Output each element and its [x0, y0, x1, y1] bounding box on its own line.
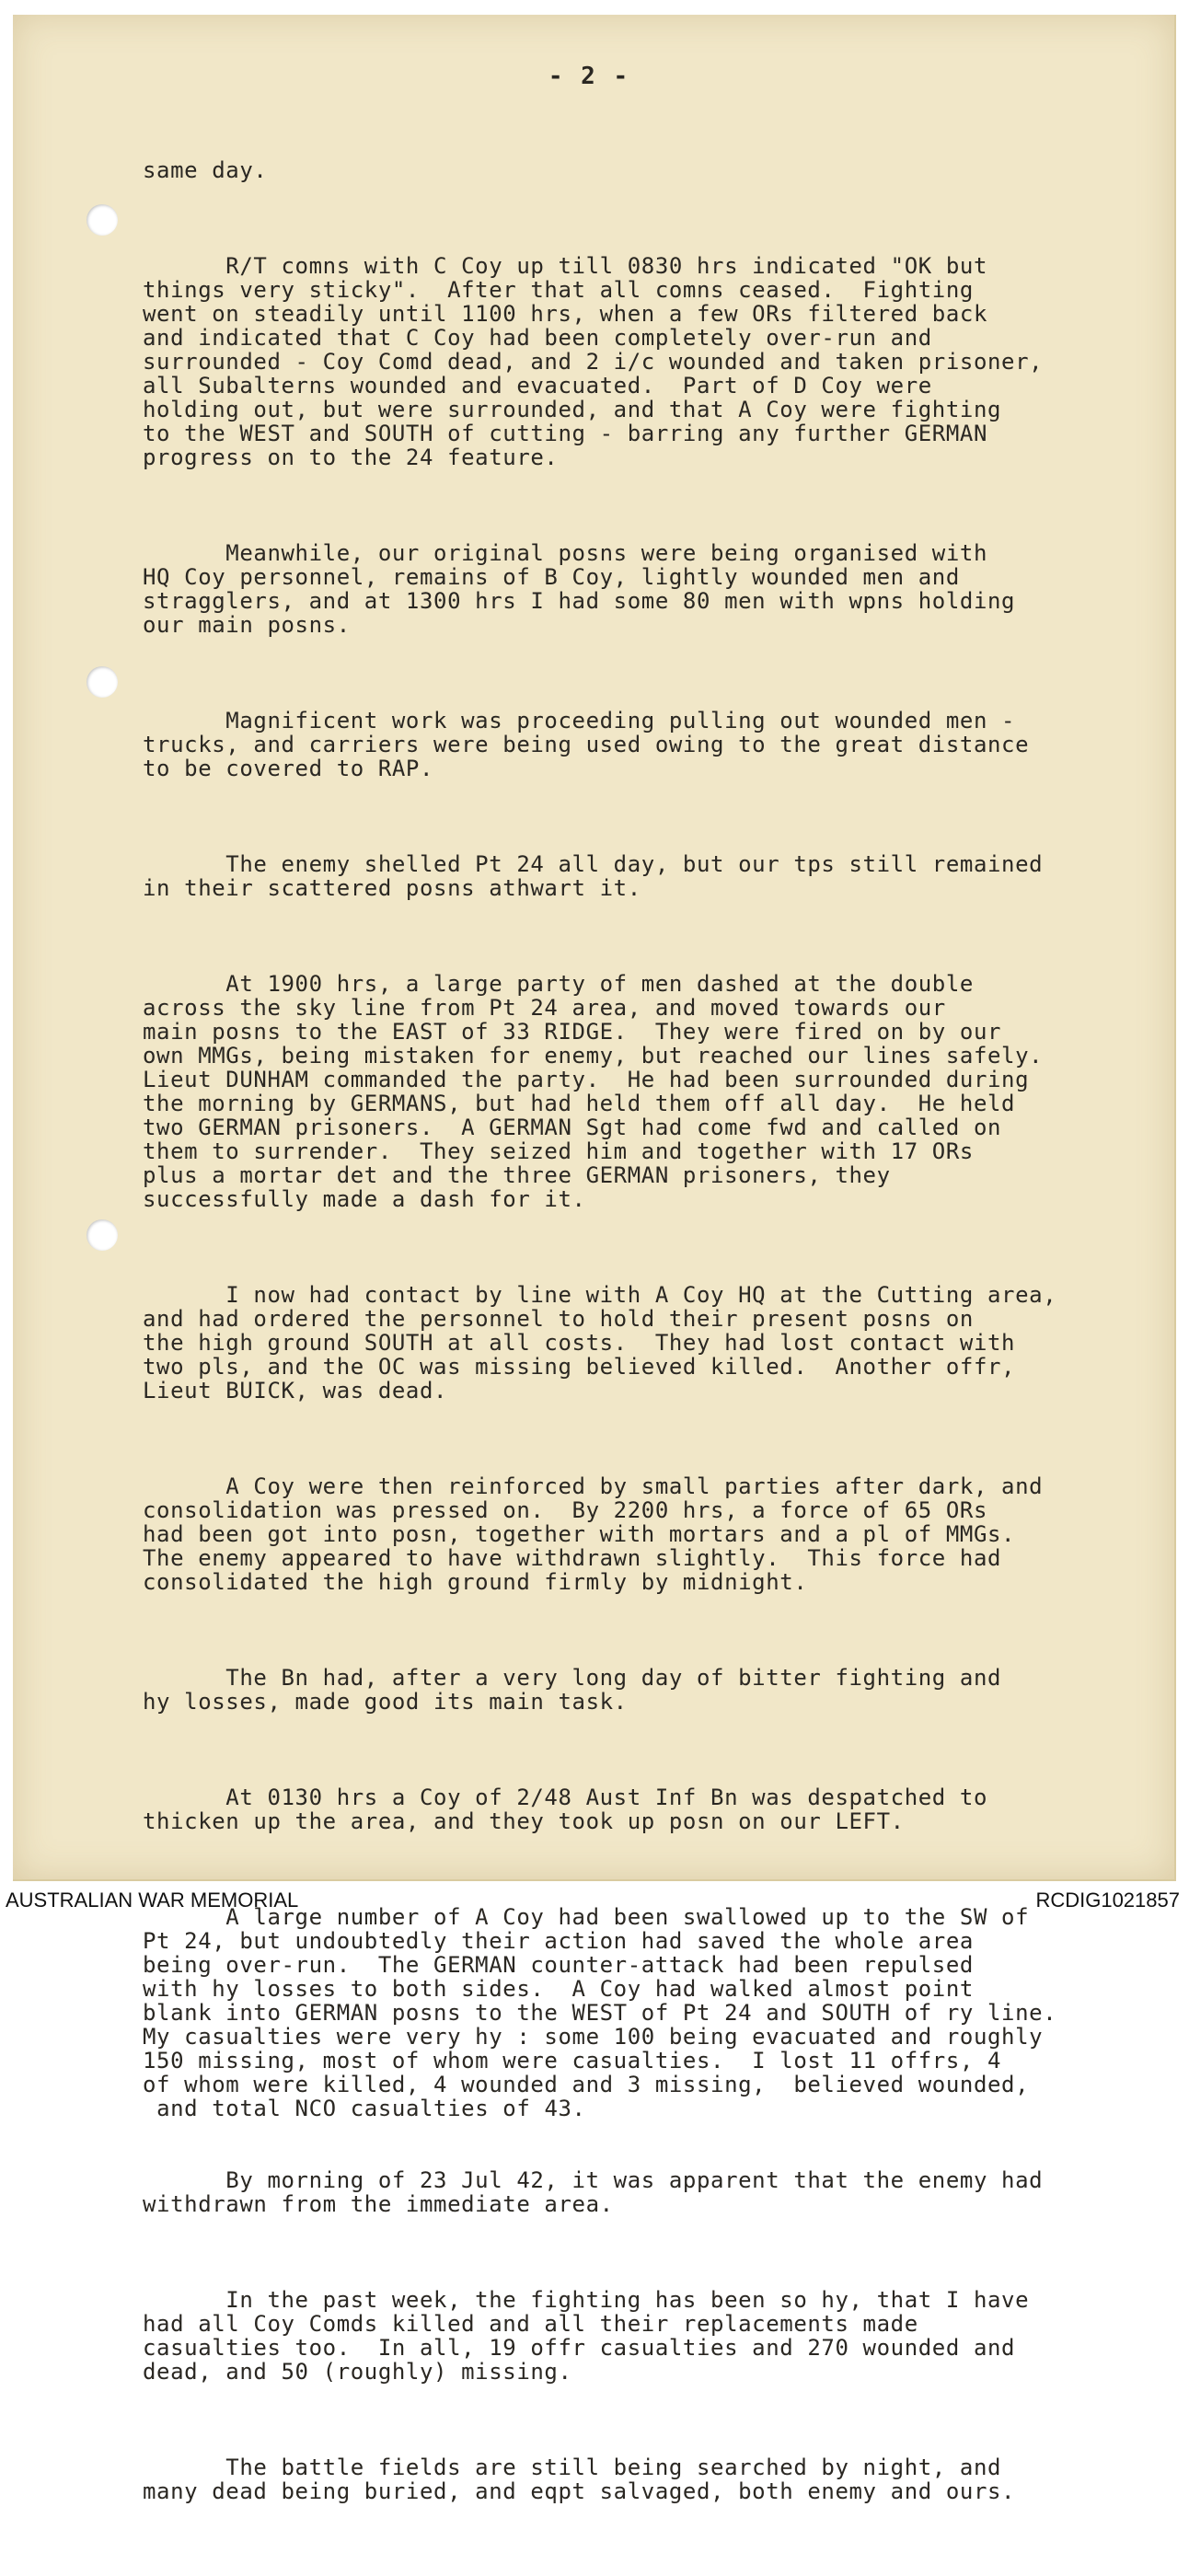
- punch-hole: [87, 204, 118, 236]
- archive-id: RCDIG1021857: [1035, 1889, 1180, 1912]
- punch-hole: [87, 666, 118, 698]
- paragraph: In the past week, the fighting has been so hy, that I have had all Coy Comds killed and all their replacements made casualties too. In all, 19 offr casualties and 270 wounded and dead, and 50 (roughly) missing.: [143, 2287, 1030, 2385]
- paragraph: By morning of 23 Jul 42, it was apparent that the enemy had withdrawn from the immediate area.: [143, 2167, 1044, 2217]
- document-body: [143, 110, 1081, 2575]
- paragraph: The battle fields are still being searched by night, and many dead being buried, and eqpt salvaged, both enemy and ours.: [143, 2455, 1016, 2504]
- paragraph: Magnificent work was proceeding pulling out wounded men - trucks, and carriers were being used owing to the great distance to be covered to RAP.: [143, 708, 1030, 781]
- paragraph: The enemy shelled Pt 24 all day, but our tps still remained in their scattered posns athwart it.: [143, 851, 1044, 901]
- paragraph: A Coy were then reinforced by small parties after dark, and consolidation was pressed on. By 2200 hrs, a force of 65 ORs had been got into posn, together with mortars and a pl of MMGs. The enemy appeared to have withdrawn slightly. This force had consolidated the high ground firmly by midnight.: [143, 1473, 1044, 1595]
- paragraph: A large number of A Coy had been swallowed up to the SW of Pt 24, but undoubtedly their action had saved the whole area being over-run. The GERMAN counter-attack had been repulsed with hy losses to both sides. A Coy had walked almost point blank into GERMAN posns to the WEST of Pt 24 and SOUTH of ry line. My casualties were very hy : some 100 being evacuated and roughly 150 missing, most of whom were casualties. I lost 11 offrs, 4 of whom were killed, 4 wounded and 3 missing, believed wounded, and total NCO casualties of 43.: [143, 1904, 1057, 2121]
- paragraph: The Bn had, after a very long day of bitter fighting and hy losses, made good its main task.: [143, 1665, 1002, 1715]
- paragraph: I now had contact by line with A Coy HQ at the Cutting area, and had ordered the personnel to hold their present posns on the high ground SOUTH at all costs. They had lost contact with two pls, and the OC was missing believed killed. Another offr, Lieut BUICK, was dead.: [143, 1282, 1057, 1404]
- paragraph: At 1900 hrs, a large party of men dashed at the double across the sky line from Pt 24 area, and moved towards our main posns to the EAST of 33 RIDGE. They were fired on by our own MMGs, being mistaken for enemy, but reached our lines safely. Lieut DUNHAM commanded the party. He had been surrounded during the morning by GERMANS, but had held them off all day. He held two GERMAN prisoners. A GERMAN Sgt had come fwd and called on them to surrender. They seized him and together with 17 ORs plus a mortar det and the three GERMAN prisoners, they successfully made a dash for it.: [143, 971, 1044, 1212]
- paragraph: Meanwhile, our original posns were being organised with HQ Coy personnel, remains of B Coy, lightly wounded men and stragglers, and at 1300 hrs I had some 80 men with wpns holding our main posns.: [143, 540, 1016, 638]
- paragraph: R/T comns with C Coy up till 0830 hrs indicated "OK but things very sticky". After that all comns ceased. Fighting went on steadily until 1100 hrs, when a few ORs filtered back and indicated that C Coy had been completely over-run and surrounded - Coy Comd dead, and 2 i/c wounded and taken prisoner, all Subalterns wounded and evacuated. Part of D Coy were holding out, but were surrounded, and that A Coy were fighting to the WEST and SOUTH of cutting - barring any further GERMAN progress on to the 24 feature.: [143, 253, 1044, 470]
- paragraph: At 0130 hrs a Coy of 2/48 Aust Inf Bn was despatched to thicken up the area, and they took up posn on our LEFT.: [143, 1785, 988, 1834]
- paragraph: same day.: [143, 157, 268, 183]
- archive-credit: AUSTRALIAN WAR MEMORIAL: [6, 1889, 299, 1912]
- page-number: - 2 -: [548, 63, 630, 90]
- punch-hole: [87, 1219, 118, 1251]
